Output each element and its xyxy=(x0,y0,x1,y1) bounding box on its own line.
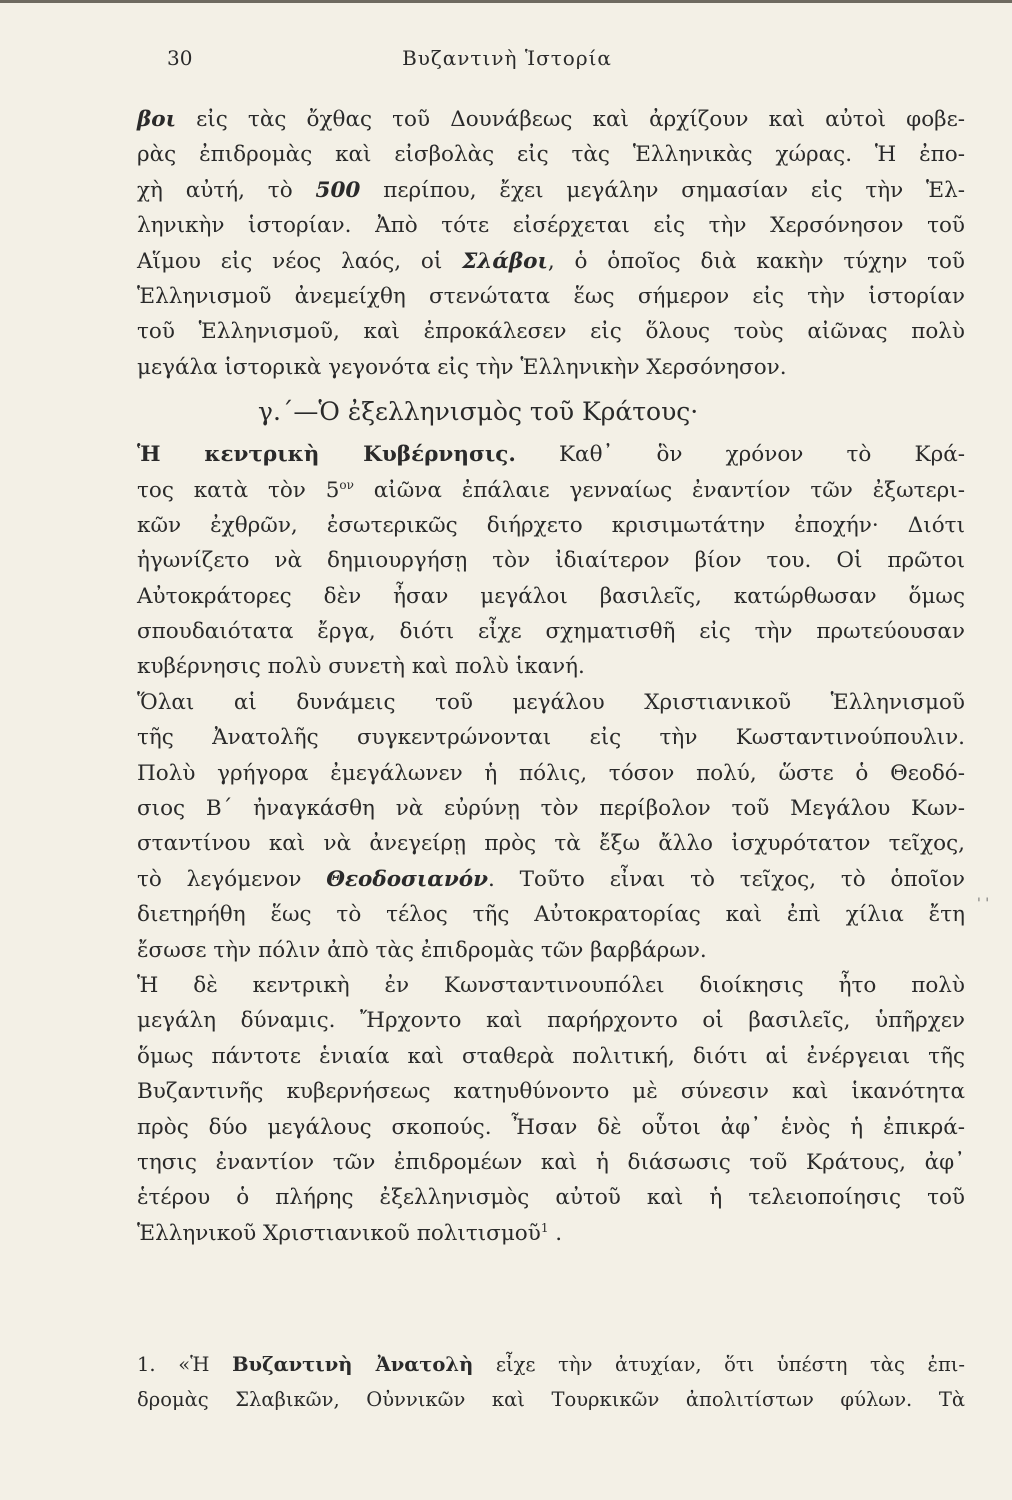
text-line: κυβέρνησις πολὺ συνετὴ καὶ πολὺ ἱκανή. xyxy=(137,654,585,680)
subsection-title: Ἡ κεντρικὴ Κυβέρνησις. xyxy=(137,442,516,468)
emphasis-term: βοι xyxy=(137,107,177,132)
page-header xyxy=(137,46,877,76)
footnote-reference: 1 xyxy=(540,1220,549,1235)
text-line: σταντίνου καὶ νὰ ἀνεγείρῃ πρὸς τὰ ἔξω ἄλλο ἰσχυρότατον τεῖχος, xyxy=(137,831,965,857)
text-line xyxy=(137,862,965,897)
footnote-line: δρομὰς Σλαβικῶν, Οὐννικῶν καὶ Τουρκικῶν ἀπολιτίστων φύλων. Τὰ xyxy=(137,1388,965,1411)
text-span: εἶχε τὴν ἀτυχίαν, ὅτι ὑπέστη τὰς ἐπι- xyxy=(473,1353,966,1376)
text-line: ρὰς ἐπιδρομὰς καὶ εἰσβολὰς εἰς τὰς Ἑλληνικὰς χώρας. Ἡ ἐπο- xyxy=(137,142,965,168)
text-line: σιος Β΄ ἠναγκάσθη νὰ εὐρύνῃ τὸν περίβολον τοῦ Μεγάλου Κων- xyxy=(137,796,965,822)
text-span: Αἵμου εἰς νέος λαός, οἱ xyxy=(137,248,463,274)
text-span: , ὁ ὁποῖος διὰ κακὴν τύχην τοῦ xyxy=(547,248,965,274)
text-line: μεγάλα ἱστορικὰ γεγονότα εἰς τὴν Ἑλληνικὴν Χερσόνησον. xyxy=(137,354,787,380)
text-span: αἰῶνα ἐπάλαιε γενναίως ἐναντίον τῶν ἐξωτερι- xyxy=(353,477,965,503)
text-line: τησις ἐναντίον τῶν ἐπιδρομέων καὶ ἡ διάσωσις τοῦ Κράτους, ἀφ᾽ xyxy=(137,1149,965,1175)
footnote-emphasis: Βυζαντινὴ Ἀνατολὴ xyxy=(232,1353,474,1376)
text-line: κῶν ἐχθρῶν, ἐσωτερικῶς διήρχετο κρισιμωτάτην ἐποχήν· Διότι xyxy=(137,512,965,538)
text-span: χὴ αὐτή, τὸ xyxy=(137,177,316,203)
text-line: Ἡ δὲ κεντρικὴ ἐν Κωνσταντινουπόλει διοίκησις ἦτο πολὺ xyxy=(137,972,965,998)
text-line: ἔσωσε τὴν πόλιν ἀπὸ τὰς ἐπιδρομὰς τῶν βαρβάρων. xyxy=(137,937,707,963)
text-span: 1. «Ἡ xyxy=(137,1353,233,1376)
footnote xyxy=(137,1347,965,1417)
text-line xyxy=(137,437,965,472)
page-number: 30 xyxy=(167,46,193,70)
text-line: πρὸς δύο μεγάλους σκοπούς. Ἦσαν δὲ οὗτοι ἀφ᾽ ἑνὸς ἡ ἐπικρά- xyxy=(137,1114,965,1140)
text-line xyxy=(137,1216,965,1251)
text-span: Ἑλληνικοῦ Χριστιανικοῦ πολιτισμοῦ xyxy=(137,1220,541,1246)
section-heading: γ.΄—Ὁ ἐξελληνισμὸς τοῦ Κράτους· xyxy=(258,397,699,427)
top-border-rule xyxy=(0,0,1012,3)
text-line: σπουδαιότατα ἔργα, διότι εἶχε σχηματισθῆ εἰς τὴν πρωτεύουσαν xyxy=(137,619,965,645)
text-span: εἰς τὰς ὄχθας τοῦ Δουνάβεως καὶ ἀρχίζουν καὶ αὐτοὶ φοβε- xyxy=(176,107,965,132)
superscript: ον xyxy=(339,477,354,492)
text-line xyxy=(137,173,965,208)
text-span: περίπου, ἔχει μεγάλην σημασίαν εἰς τὴν Ἑλ- xyxy=(360,177,966,203)
emphasis-term: Σλάβοι xyxy=(462,248,548,274)
text-line: τῆς Ἀνατολῆς συγκεντρώνονται εἰς τὴν Κωσταντινούπουλιν. xyxy=(137,725,965,751)
emphasis-term: Θεοδοσιανόν xyxy=(326,866,489,892)
text-line xyxy=(137,244,965,279)
running-title: Βυζαντινὴ Ἱστορία xyxy=(402,46,612,70)
text-span: Καθ᾽ ὃν χρόνον τὸ Κρά- xyxy=(515,442,965,468)
text-line xyxy=(137,473,965,508)
main-text xyxy=(137,102,965,1251)
text-span: τὸ λεγόμενον xyxy=(137,866,327,892)
text-line: διετηρήθη ἕως τὸ τέλος τῆς Αὐτοκρατορίας καὶ ἐπὶ χίλια ἔτη xyxy=(137,902,965,928)
text-line: Αὐτοκράτορες δὲν ἦσαν μεγάλοι βασιλεῖς, κατώρθωσαν ὅμως xyxy=(137,583,965,609)
text-line: ὅμως πάντοτε ἑνιαία καὶ σταθερὰ πολιτική, διότι αἱ ἐνέργειαι τῆς xyxy=(137,1043,965,1069)
text-line: μεγάλη δύναμις. Ἤρχοντο καὶ παρήρχοντο οἱ βασιλεῖς, ὑπῆρχεν xyxy=(137,1008,965,1034)
text-line: Ὅλαι αἱ δυνάμεις τοῦ μεγάλου Χριστιανικοῦ Ἑλληνισμοῦ xyxy=(137,689,965,715)
emphasis-number: 500 xyxy=(315,177,361,203)
footnote-line xyxy=(137,1347,965,1382)
margin-mark: ' ' xyxy=(977,896,990,912)
text-line: Πολὺ γρήγορα ἐμεγάλωνεν ἡ πόλις, τόσον πολύ, ὥστε ὁ Θεοδό- xyxy=(137,760,965,786)
text-line: ἑτέρου ὁ πλήρης ἐξελληνισμὸς αὐτοῦ καὶ ἡ τελειοποίησις τοῦ xyxy=(137,1185,965,1211)
text-line: ληνικὴν ἱστορίαν. Ἀπὸ τότε εἰσέρχεται εἰς τὴν Χερσόνησον τοῦ xyxy=(137,213,965,239)
text-span: τος κατὰ τὸν 5 xyxy=(137,477,340,503)
text-line: ἠγωνίζετο νὰ δημιουργήσῃ τὸν ἰδιαίτερον βίον του. Οἱ πρῶτοι xyxy=(137,548,965,574)
text-line: τοῦ Ἑλληνισμοῦ, καὶ ἐπροκάλεσεν εἰς ὅλους τοὺς αἰῶνας πολὺ xyxy=(137,319,965,345)
text-line xyxy=(137,102,965,137)
text-span: . xyxy=(548,1220,563,1246)
text-span: . Τοῦτο εἶναι τὸ τεῖχος, τὸ ὁποῖον xyxy=(488,866,965,892)
text-line: Βυζαντινῆς κυβερνήσεως κατηυθύνοντο μὲ σύνεσιν καὶ ἱκανότητα xyxy=(137,1079,965,1105)
text-line: Ἑλληνισμοῦ ἀνεμείχθη στενώτατα ἕως σήμερον εἰς τὴν ἱστορίαν xyxy=(137,283,965,309)
